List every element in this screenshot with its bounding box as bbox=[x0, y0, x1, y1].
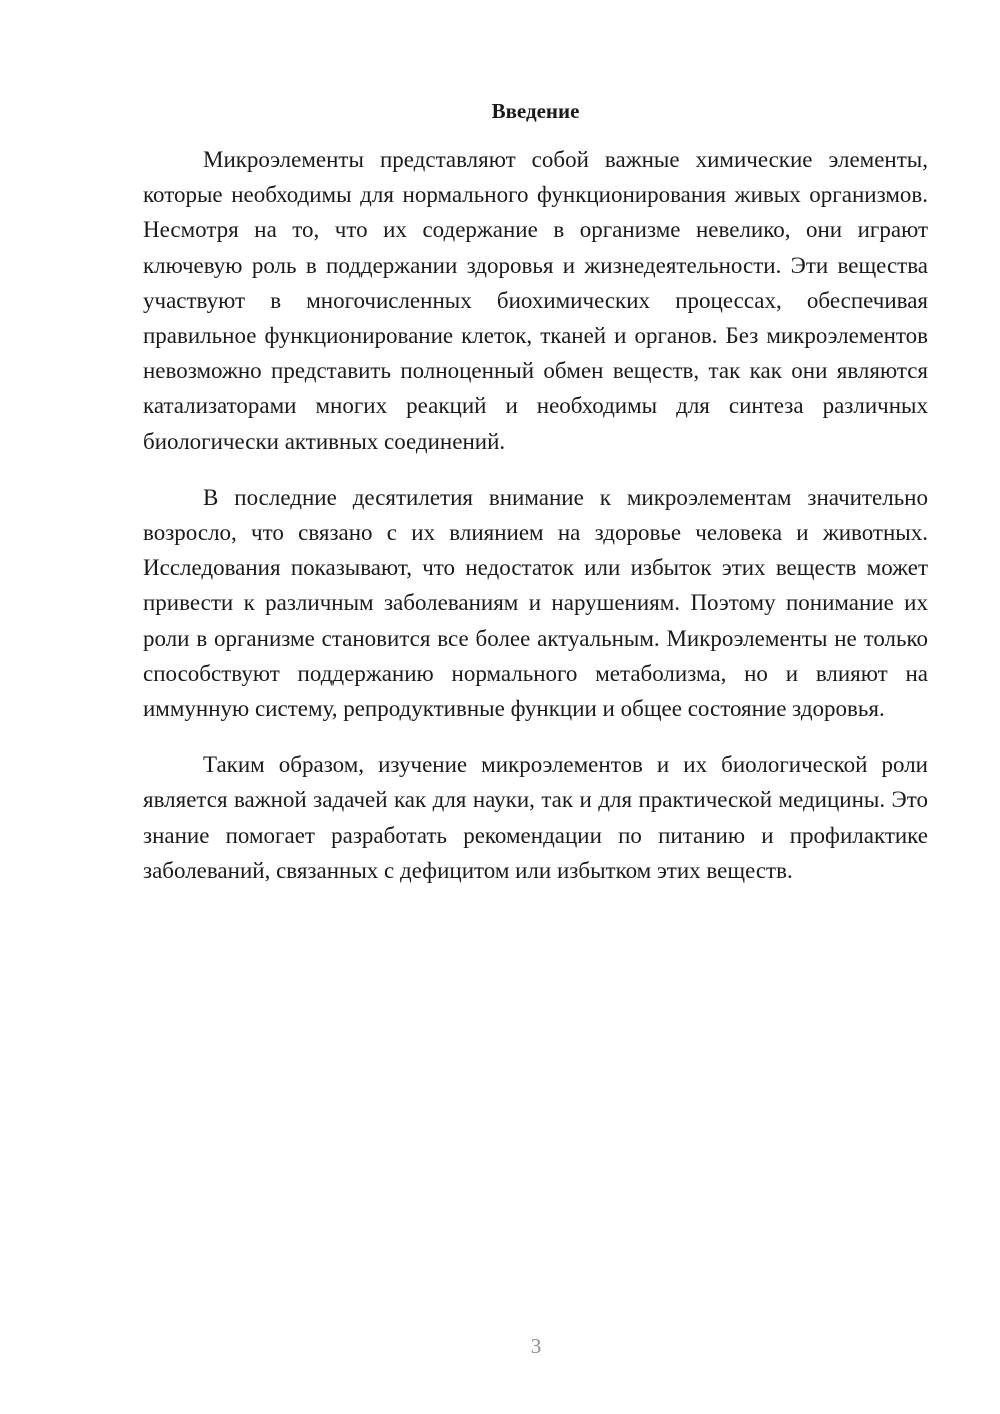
section-heading: Введение bbox=[491, 99, 580, 123]
paragraph-1: Микроэлементы представляют собой важные химические элементы, которые необходимы для нормального функционирования живых организмов. Несмотря на то, что их содержание в организме невелико, они играют ключевую роль в поддержании здоровья и жизнедеятельности. Эти вещества участвуют в многочисленных биохимических процессах, обеспечивая правильное функционирование клеток, тканей и органов. Без микроэлементов невозможно представить полноценный обмен веществ, так как они являются катализаторами многих реакций и необходимы для синтеза различных биологически активных соединений. bbox=[143, 147, 928, 454]
paragraph-3: Таким образом, изучение микроэлементов и их биологической роли является важной задачей как для науки, так и для практической медицины. Это знание помогает разработать рекомендации по питанию и профилактике заболеваний, связанных с дефицитом или избытком этих веществ. bbox=[143, 752, 928, 883]
paragraph-2: В последние десятилетия внимание к микроэлементам значительно возросло, что связано с их влиянием на здоровье человека и животных. Исследования показывают, что недостаток или избыток этих веществ может привести к различным заболеваниям и нарушениям. Поэтому понимание их роли в организме становится все более актуальным. Микроэлементы не только способствуют поддержанию нормального метаболизма, но и влияют на иммунную систему, репродуктивные функции и общее состояние здоровья. bbox=[143, 484, 928, 722]
page-number: 3 bbox=[530, 1334, 542, 1358]
body-text bbox=[143, 142, 928, 909]
